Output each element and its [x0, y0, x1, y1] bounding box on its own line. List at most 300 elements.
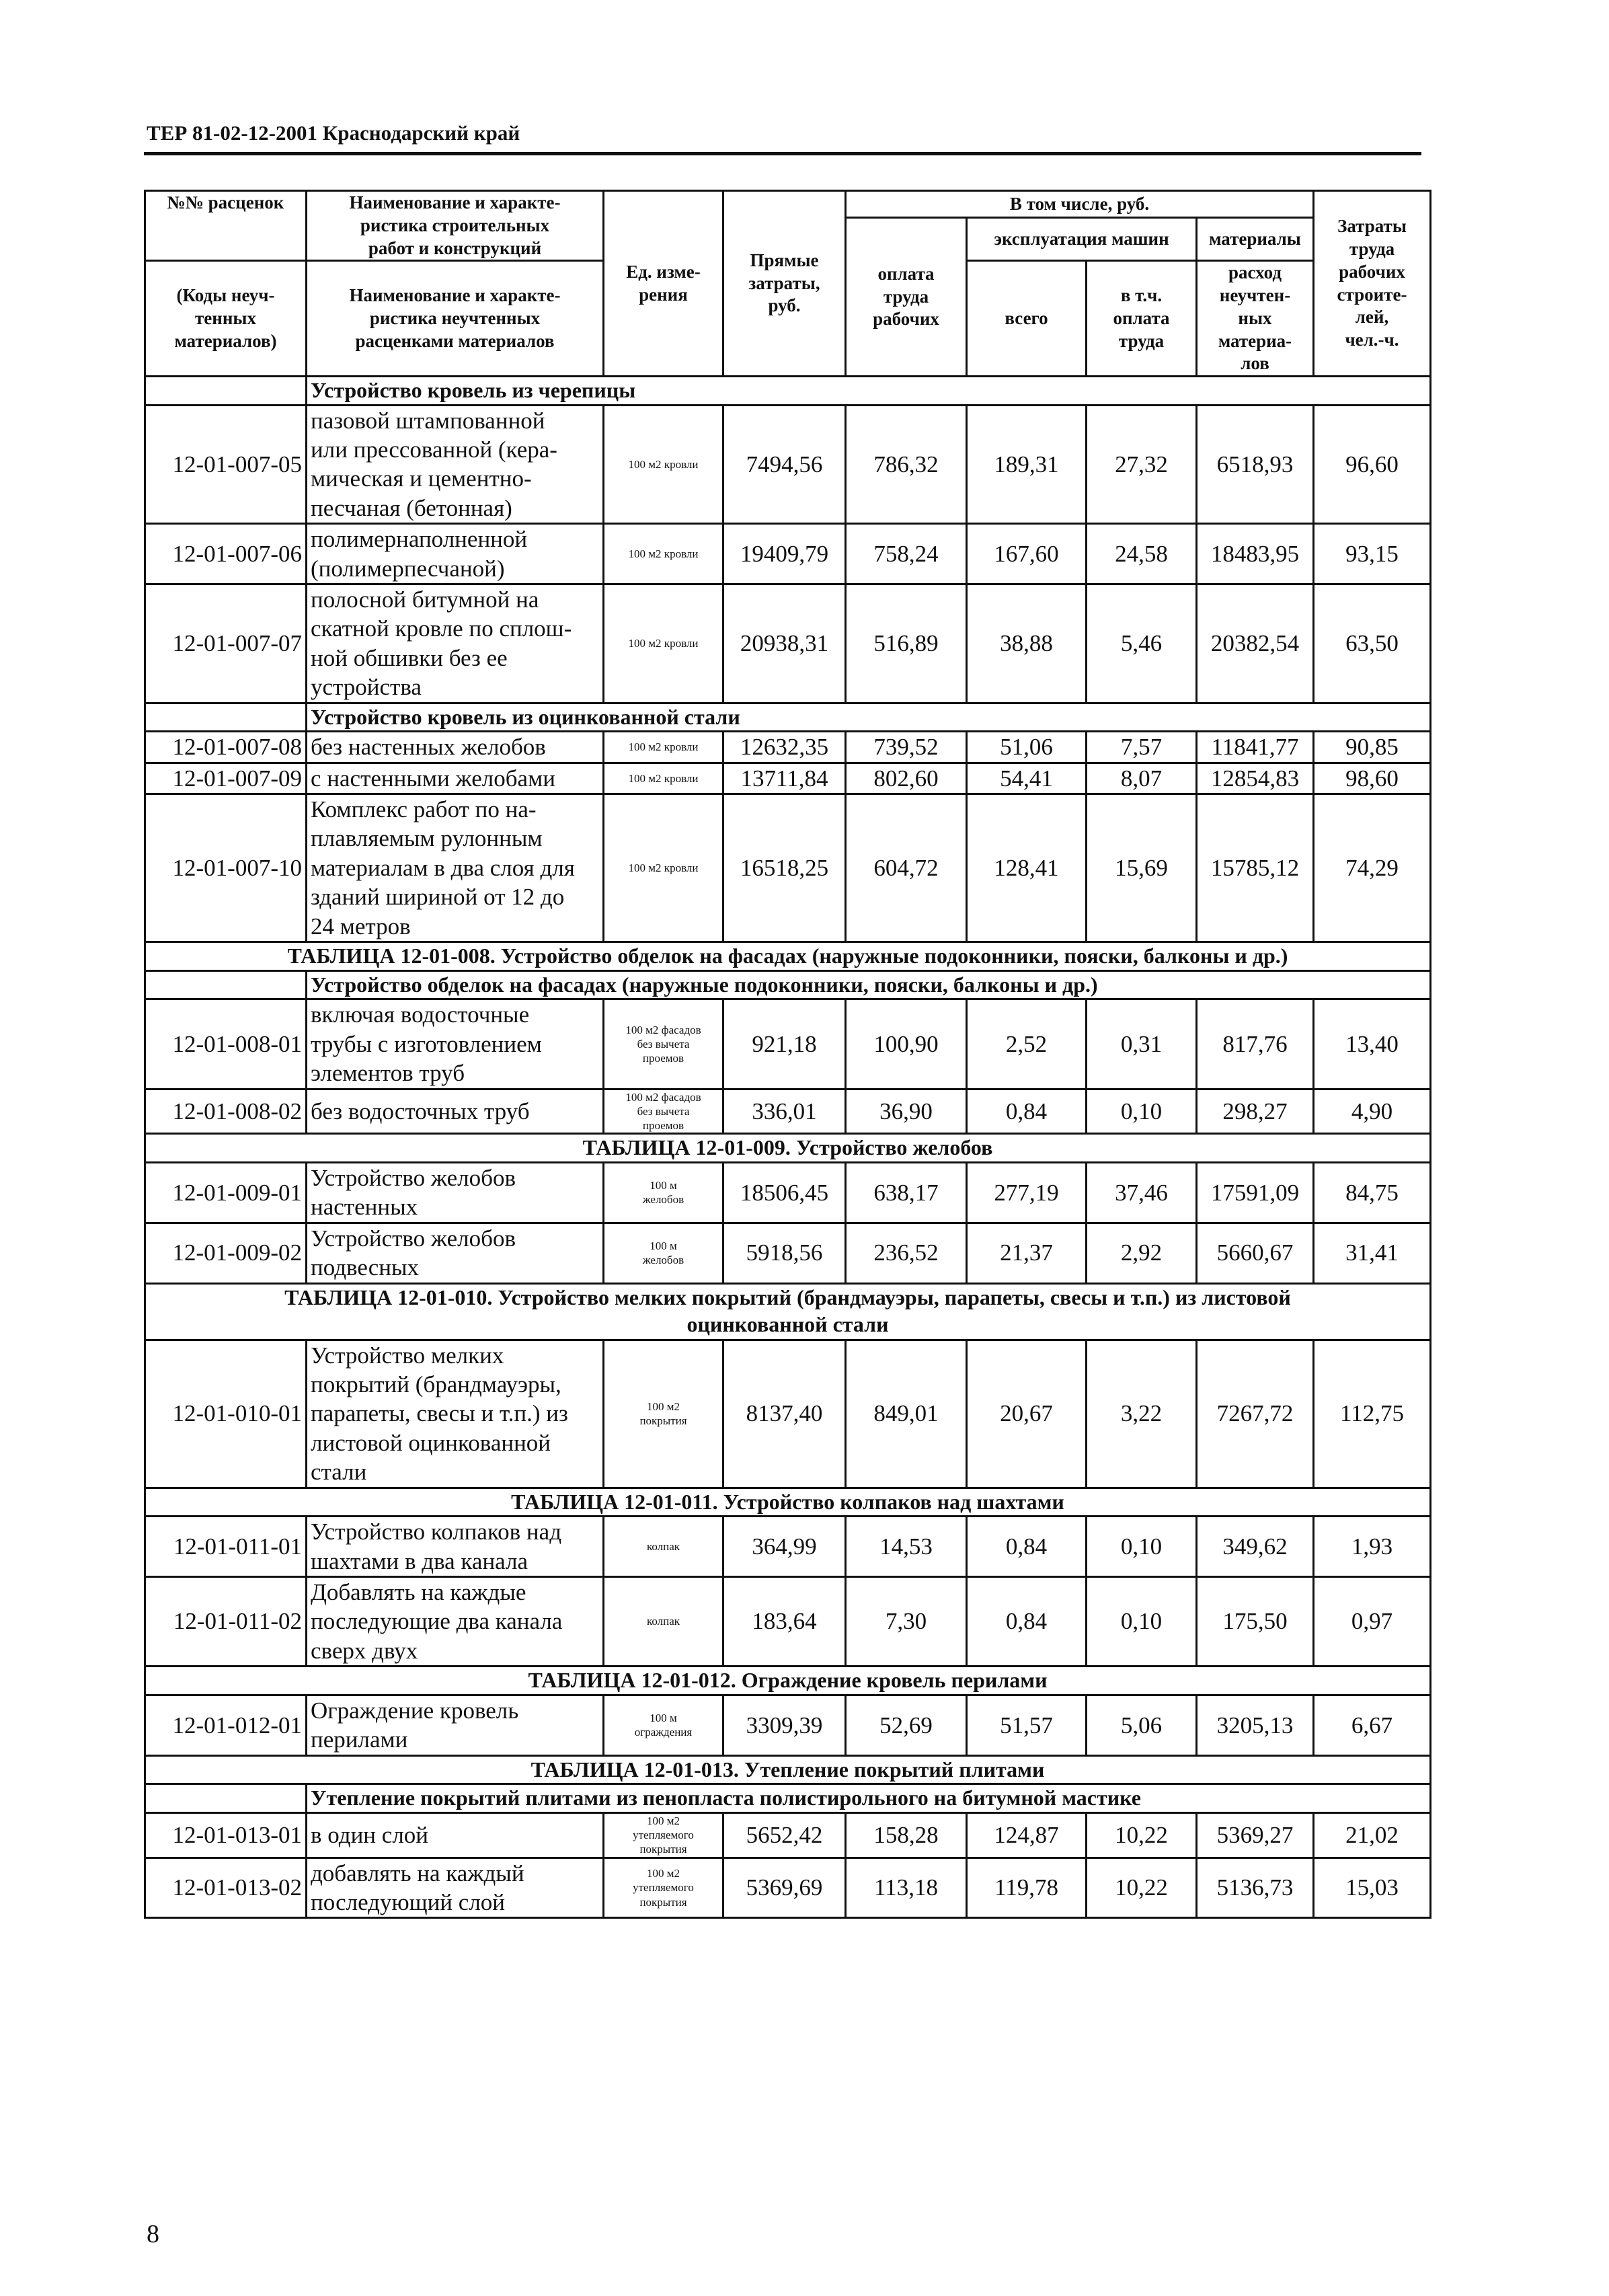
unit-line: 100 м2 фасадов — [625, 1090, 701, 1104]
work-name — [307, 1812, 604, 1858]
materials-value: 12854,83 — [1197, 763, 1314, 794]
header-code-bottom-line: (Коды неуч- — [176, 285, 275, 305]
section-title-row — [145, 1667, 1431, 1695]
header-name-bottom — [307, 261, 604, 377]
rate-code: 12-01-009-01 — [145, 1162, 307, 1223]
machines-total-value: 189,31 — [967, 405, 1087, 524]
rate-code: 12-01-007-05 — [145, 405, 307, 524]
labor-value: 13,40 — [1314, 999, 1431, 1089]
materials-value: 5660,67 — [1197, 1223, 1314, 1283]
rate-code: 12-01-007-08 — [145, 732, 307, 763]
header-rule — [144, 152, 1421, 155]
rates-table — [144, 190, 1431, 1919]
machines-wages-value: 0,10 — [1087, 1576, 1197, 1666]
table-row — [145, 1812, 1431, 1858]
wages-value: 758,24 — [846, 524, 967, 584]
work-name-line: с настенными желобами — [311, 765, 555, 792]
work-name — [307, 732, 604, 763]
materials-value: 20382,54 — [1197, 584, 1314, 703]
section-title-row — [145, 942, 1431, 971]
wages-value: 100,90 — [846, 999, 967, 1089]
unit-of-measure — [604, 1340, 723, 1488]
materials-value: 5369,27 — [1197, 1812, 1314, 1858]
header-labor-line: Затраты — [1337, 216, 1407, 237]
header-materials-line: материа- — [1218, 330, 1292, 351]
work-name-line: 24 метров — [311, 913, 411, 940]
section-title-line: ТАБЛИЦА 12-01-013. Утепление покрытий плитами — [531, 1757, 1045, 1782]
work-name-line: парапеты, свесы и т.п.) из — [311, 1400, 568, 1427]
machines-total-value: 277,19 — [967, 1162, 1087, 1223]
direct-costs: 18506,45 — [723, 1162, 846, 1223]
unit-line: колпак — [646, 1615, 680, 1628]
header-labor-line: рабочих — [1339, 261, 1405, 282]
machines-total-value: 167,60 — [967, 524, 1087, 584]
wages-value: 786,32 — [846, 405, 967, 524]
machines-total-value: 0,84 — [967, 1517, 1087, 1577]
table-row — [145, 1089, 1431, 1134]
labor-value: 6,67 — [1314, 1695, 1431, 1755]
direct-costs: 20938,31 — [723, 584, 846, 703]
work-name-line: последующие два канала — [311, 1608, 563, 1635]
rate-code: 12-01-008-02 — [145, 1089, 307, 1134]
work-name-line: трубы с изготовлением — [311, 1030, 542, 1057]
header-machines: эксплуатация машин — [967, 218, 1197, 261]
work-name-line: плавляемым рулонным — [311, 825, 543, 852]
work-name-line: настенных — [311, 1194, 418, 1221]
unit-line: 100 м2 — [646, 1814, 680, 1827]
wages-value: 52,69 — [846, 1695, 967, 1755]
work-name-line: листовой оцинкованной — [311, 1429, 551, 1456]
materials-value: 11841,77 — [1197, 732, 1314, 763]
work-name-line: Ограждение кровель — [311, 1697, 519, 1724]
group-header-row — [145, 377, 1431, 406]
labor-value: 0,97 — [1314, 1576, 1431, 1666]
header-machines-wages — [1087, 261, 1197, 377]
work-name — [307, 1223, 604, 1283]
machines-wages-value: 0,10 — [1087, 1517, 1197, 1577]
work-name — [307, 1162, 604, 1223]
table-row — [145, 1517, 1431, 1577]
work-name — [307, 1695, 604, 1755]
section-title-line: ТАБЛИЦА 12-01-010. Устройство мелких покрытий (брандмауэры, парапеты, свесы и т.п.) из листовой — [284, 1285, 1291, 1310]
work-name-line: песчаная (бетонная) — [311, 494, 512, 521]
machines-wages-value: 5,06 — [1087, 1695, 1197, 1755]
table-row — [145, 1340, 1431, 1488]
work-name — [307, 794, 604, 942]
machines-total-value: 51,06 — [967, 732, 1087, 763]
work-name-line: без настенных желобов — [311, 734, 546, 761]
direct-costs: 13711,84 — [723, 763, 846, 794]
wages-value: 113,18 — [846, 1858, 967, 1918]
machines-total-value: 128,41 — [967, 794, 1087, 942]
unit-of-measure — [604, 584, 723, 703]
table-row — [145, 1695, 1431, 1755]
header-name-top — [307, 191, 604, 261]
unit-line: 100 м2 фасадов — [625, 1023, 701, 1036]
header-materials-line: ных — [1238, 307, 1272, 328]
work-name-line: полосной битумной на — [311, 586, 539, 613]
work-name-line: скатной кровле по сплош- — [311, 615, 572, 642]
header-wages — [846, 218, 967, 377]
machines-wages-value: 27,32 — [1087, 405, 1197, 524]
work-name-line: в один слой — [311, 1822, 429, 1849]
direct-costs: 12632,35 — [723, 732, 846, 763]
work-name-line: подвесных — [311, 1254, 420, 1281]
unit-line: проемов — [642, 1119, 684, 1133]
materials-value: 5136,73 — [1197, 1858, 1314, 1918]
header-wages-line: оплата — [877, 263, 935, 284]
materials-value: 298,27 — [1197, 1089, 1314, 1134]
header-materials-line: неучтен- — [1219, 285, 1291, 305]
wages-value: 14,53 — [846, 1517, 967, 1577]
header-code-bottom-line: тенных — [195, 307, 256, 328]
rate-code: 12-01-007-06 — [145, 524, 307, 584]
header-unit-line: рения — [639, 284, 688, 305]
table-row — [145, 524, 1431, 584]
machines-wages-value: 15,69 — [1087, 794, 1197, 942]
document-header: ТЕР 81-02-12-2001 Краснодарский край — [147, 121, 520, 145]
wages-value: 36,90 — [846, 1089, 967, 1134]
unit-line: 100 м2 кровли — [628, 740, 699, 754]
header-materials-line: расход — [1228, 262, 1282, 283]
work-name — [307, 524, 604, 584]
direct-costs: 19409,79 — [723, 524, 846, 584]
unit-line: 100 м2 кровли — [628, 457, 699, 471]
machines-total-value: 119,78 — [967, 1858, 1087, 1918]
labor-value: 63,50 — [1314, 584, 1431, 703]
work-name-line: зданий шириной от 12 до — [311, 884, 565, 911]
header-direct-line: руб. — [768, 295, 801, 316]
rate-code: 12-01-013-01 — [145, 1812, 307, 1858]
materials-value: 18483,95 — [1197, 524, 1314, 584]
header-labor-line: чел.-ч. — [1345, 330, 1399, 350]
table-row — [145, 794, 1431, 942]
machines-total-value: 54,41 — [967, 763, 1087, 794]
machines-wages-value: 0,31 — [1087, 999, 1197, 1089]
work-name — [307, 584, 604, 703]
work-name-line: Устройство колпаков над — [311, 1519, 562, 1545]
work-name-line: устройства — [311, 674, 422, 701]
direct-costs: 8137,40 — [723, 1340, 846, 1488]
wages-value: 158,28 — [846, 1812, 967, 1858]
materials-value: 6518,93 — [1197, 405, 1314, 524]
unit-line: 100 м2 кровли — [628, 861, 699, 874]
machines-total-value: 20,67 — [967, 1340, 1087, 1488]
direct-costs: 3309,39 — [723, 1695, 846, 1755]
group-title: Устройство кровель из оцинкованной стали — [307, 703, 1431, 732]
materials-value: 15785,12 — [1197, 794, 1314, 942]
work-name — [307, 1089, 604, 1134]
direct-costs: 336,01 — [723, 1089, 846, 1134]
section-title — [145, 1134, 1431, 1163]
wages-value: 7,30 — [846, 1576, 967, 1666]
group-title: Устройство кровель из черепицы — [307, 377, 1431, 406]
machines-total-value: 21,37 — [967, 1223, 1087, 1283]
labor-value: 31,41 — [1314, 1223, 1431, 1283]
labor-value: 84,75 — [1314, 1162, 1431, 1223]
header-materials: материалы — [1197, 218, 1314, 261]
rate-code: 12-01-009-02 — [145, 1223, 307, 1283]
unit-of-measure — [604, 732, 723, 763]
header-including: В том числе, руб. — [846, 191, 1314, 218]
work-name-line: пазовой штампованной — [311, 407, 545, 434]
materials-value: 3205,13 — [1197, 1695, 1314, 1755]
unit-of-measure — [604, 1162, 723, 1223]
unit-line: без вычета — [637, 1104, 690, 1118]
page-number: 8 — [147, 2220, 159, 2248]
header-machines-wages-line: труда — [1118, 330, 1165, 351]
unit-line: колпак — [646, 1539, 680, 1553]
work-name — [307, 1517, 604, 1577]
machines-wages-value: 5,46 — [1087, 584, 1197, 703]
rate-code: 12-01-010-01 — [145, 1340, 307, 1488]
header-name-top-line: ристика строительных — [360, 215, 550, 235]
section-title — [145, 942, 1431, 971]
materials-value: 349,62 — [1197, 1517, 1314, 1577]
unit-line: покрытия — [639, 1414, 687, 1428]
machines-wages-value: 0,10 — [1087, 1089, 1197, 1134]
header-labor-line: лей, — [1355, 307, 1389, 328]
header-wages-line: труда — [883, 286, 929, 307]
work-name-line: полимернаполненной — [311, 526, 528, 553]
table-header — [145, 191, 1431, 377]
labor-value: 15,03 — [1314, 1858, 1431, 1918]
unit-of-measure — [604, 1517, 723, 1577]
unit-line: 100 м — [650, 1179, 677, 1192]
unit-line: покрытия — [639, 1843, 687, 1856]
unit-line: 100 м2 — [646, 1867, 680, 1880]
labor-value: 96,60 — [1314, 405, 1431, 524]
table-body — [145, 377, 1431, 1918]
materials-value: 175,50 — [1197, 1576, 1314, 1666]
unit-line: желобов — [642, 1193, 684, 1207]
group-header-row — [145, 1784, 1431, 1813]
labor-value: 1,93 — [1314, 1517, 1431, 1577]
machines-wages-value: 24,58 — [1087, 524, 1197, 584]
empty-cell — [145, 703, 307, 732]
empty-cell — [145, 377, 307, 406]
wages-value: 604,72 — [846, 794, 967, 942]
unit-of-measure — [604, 1089, 723, 1134]
labor-value: 90,85 — [1314, 732, 1431, 763]
header-name-bottom-line: Наименование и характе- — [349, 285, 561, 305]
wages-value: 236,52 — [846, 1223, 967, 1283]
rate-code: 12-01-007-07 — [145, 584, 307, 703]
machines-total-value: 0,84 — [967, 1576, 1087, 1666]
direct-costs: 183,64 — [723, 1576, 846, 1666]
machines-total-value: 0,84 — [967, 1089, 1087, 1134]
header-direct-costs — [723, 191, 846, 377]
unit-line: 100 м2 кровли — [628, 547, 699, 560]
table-row — [145, 999, 1431, 1089]
section-title-row — [145, 1755, 1431, 1784]
header-code-bottom-line: материалов) — [174, 330, 277, 351]
section-title-line: ТАБЛИЦА 12-01-011. Устройство колпаков над шахтами — [511, 1489, 1064, 1514]
direct-costs: 5918,56 — [723, 1223, 846, 1283]
work-name-line: мическая и цементно- — [311, 465, 532, 492]
header-wages-line: рабочих — [873, 309, 939, 330]
rate-code: 12-01-011-02 — [145, 1576, 307, 1666]
rate-code: 12-01-007-09 — [145, 763, 307, 794]
work-name-line: ной обшивки без ее — [311, 644, 508, 671]
header-labor — [1314, 191, 1431, 377]
section-title — [145, 1283, 1431, 1340]
section-title-line: ТАБЛИЦА 12-01-012. Ограждение кровель перилами — [528, 1668, 1048, 1693]
work-name-line: покрытий (брандмауэры, — [311, 1371, 561, 1398]
work-name — [307, 1340, 604, 1488]
header-name-top-line: работ и конструкций — [368, 237, 542, 258]
work-name-line: сверх двух — [311, 1637, 418, 1664]
rate-code: 12-01-011-01 — [145, 1517, 307, 1577]
section-title-row — [145, 1283, 1431, 1340]
unit-line: 100 м — [650, 1711, 677, 1724]
section-title — [145, 1667, 1431, 1695]
unit-of-measure — [604, 1812, 723, 1858]
wages-value: 739,52 — [846, 732, 967, 763]
unit-of-measure — [604, 1576, 723, 1666]
header-name-bottom-line: расценками материалов — [355, 330, 555, 351]
work-name-line: последующий слой — [311, 1889, 506, 1916]
rate-code: 12-01-013-02 — [145, 1858, 307, 1918]
labor-value: 4,90 — [1314, 1089, 1431, 1134]
unit-of-measure — [604, 1858, 723, 1918]
work-name — [307, 1858, 604, 1918]
table-row — [145, 584, 1431, 703]
unit-of-measure — [604, 1695, 723, 1755]
header-materials-expense — [1197, 261, 1314, 377]
unit-line: без вычета — [637, 1037, 690, 1050]
work-name-line: Устройство желобов — [311, 1225, 516, 1252]
unit-line: покрытия — [639, 1895, 687, 1909]
unit-of-measure — [604, 794, 723, 942]
table-row — [145, 1223, 1431, 1283]
group-title: Устройство обделок на фасадах (наружные подоконники, пояски, балконы и др.) — [307, 970, 1431, 999]
direct-costs: 364,99 — [723, 1517, 846, 1577]
section-title — [145, 1755, 1431, 1784]
empty-cell — [145, 1784, 307, 1813]
empty-cell — [145, 970, 307, 999]
work-name-line: Комплекс работ по на- — [311, 796, 537, 823]
materials-value: 7267,72 — [1197, 1340, 1314, 1488]
header-name-top-line: Наименование и характе- — [349, 192, 561, 213]
header-machines-wages-line: оплата — [1113, 307, 1170, 328]
unit-line: 100 м2 кровли — [628, 637, 699, 650]
machines-wages-value: 10,22 — [1087, 1858, 1197, 1918]
header-machines-total: всего — [967, 261, 1087, 377]
work-name-line: элементов труб — [311, 1060, 465, 1087]
unit-line: утепляемого — [633, 1829, 694, 1842]
work-name — [307, 999, 604, 1089]
section-title-line: ТАБЛИЦА 12-01-009. Устройство желобов — [582, 1135, 993, 1160]
machines-wages-value: 37,46 — [1087, 1162, 1197, 1223]
header-materials-line: лов — [1241, 353, 1269, 374]
work-name-line: стали — [311, 1459, 367, 1486]
section-title-line: ТАБЛИЦА 12-01-008. Устройство обделок на фасадах (наружные подоконники, пояски, балконы и др.) — [287, 944, 1288, 968]
section-title-row — [145, 1488, 1431, 1517]
section-title-line: оцинкованной стали — [686, 1312, 889, 1337]
wages-value: 849,01 — [846, 1340, 967, 1488]
group-header-row — [145, 970, 1431, 999]
header-code-top: №№ расценок — [145, 191, 307, 261]
machines-wages-value: 10,22 — [1087, 1812, 1197, 1858]
work-name-line: Устройство мелких — [311, 1342, 504, 1369]
unit-line: 100 м2 кровли — [628, 771, 699, 785]
machines-total-value: 51,57 — [967, 1695, 1087, 1755]
header-unit — [604, 191, 723, 377]
header-direct-line: затраты, — [748, 272, 820, 293]
table-row — [145, 1858, 1431, 1918]
labor-value: 112,75 — [1314, 1340, 1431, 1488]
rate-code: 12-01-007-10 — [145, 794, 307, 942]
table-row — [145, 1576, 1431, 1666]
work-name-line: без водосточных труб — [311, 1098, 530, 1124]
wages-value: 802,60 — [846, 763, 967, 794]
header-direct-line: Прямые — [750, 250, 819, 270]
machines-wages-value: 7,57 — [1087, 732, 1197, 763]
table-row — [145, 763, 1431, 794]
machines-wages-value: 2,92 — [1087, 1223, 1197, 1283]
machines-wages-value: 3,22 — [1087, 1340, 1197, 1488]
unit-of-measure — [604, 405, 723, 524]
unit-line: 100 м — [650, 1239, 677, 1252]
unit-line: утепляемого — [633, 1881, 694, 1895]
direct-costs: 7494,56 — [723, 405, 846, 524]
work-name-line: или прессованной (кера- — [311, 436, 557, 463]
work-name-line: шахтами в два канала — [311, 1547, 528, 1574]
group-header-row — [145, 703, 1431, 732]
work-name-line: материалам в два слоя для — [311, 854, 575, 881]
work-name-line: включая водосточные — [311, 1001, 530, 1028]
direct-costs: 5369,69 — [723, 1858, 846, 1918]
unit-line: ограждения — [634, 1726, 693, 1739]
labor-value: 21,02 — [1314, 1812, 1431, 1858]
header-labor-line: строите- — [1337, 284, 1407, 305]
work-name-line: добавлять на каждый — [311, 1860, 524, 1886]
unit-line: 100 м2 — [646, 1400, 680, 1413]
rate-code: 12-01-008-01 — [145, 999, 307, 1089]
machines-total-value: 2,52 — [967, 999, 1087, 1089]
work-name-line: Добавлять на каждые — [311, 1578, 526, 1605]
labor-value: 93,15 — [1314, 524, 1431, 584]
work-name-line: Устройство желобов — [311, 1164, 516, 1191]
header-name-bottom-line: ристика неучтенных — [369, 307, 541, 328]
unit-line: проемов — [642, 1052, 684, 1065]
machines-total-value: 38,88 — [967, 584, 1087, 703]
rate-code: 12-01-012-01 — [145, 1695, 307, 1755]
header-unit-line: Ед. изме- — [626, 261, 701, 282]
work-name-line: (полимерпесчаной) — [311, 555, 505, 582]
unit-line: желобов — [642, 1254, 684, 1267]
materials-value: 17591,09 — [1197, 1162, 1314, 1223]
table-row — [145, 405, 1431, 524]
work-name-line: перилами — [311, 1726, 408, 1753]
header-labor-line: труда — [1349, 239, 1395, 259]
unit-of-measure — [604, 1223, 723, 1283]
wages-value: 638,17 — [846, 1162, 967, 1223]
unit-of-measure — [604, 999, 723, 1089]
direct-costs: 921,18 — [723, 999, 846, 1089]
direct-costs: 5652,42 — [723, 1812, 846, 1858]
work-name — [307, 763, 604, 794]
header-code-bottom — [145, 261, 307, 377]
unit-of-measure — [604, 763, 723, 794]
direct-costs: 16518,25 — [723, 794, 846, 942]
machines-wages-value: 8,07 — [1087, 763, 1197, 794]
wages-value: 516,89 — [846, 584, 967, 703]
labor-value: 74,29 — [1314, 794, 1431, 942]
work-name — [307, 405, 604, 524]
labor-value: 98,60 — [1314, 763, 1431, 794]
